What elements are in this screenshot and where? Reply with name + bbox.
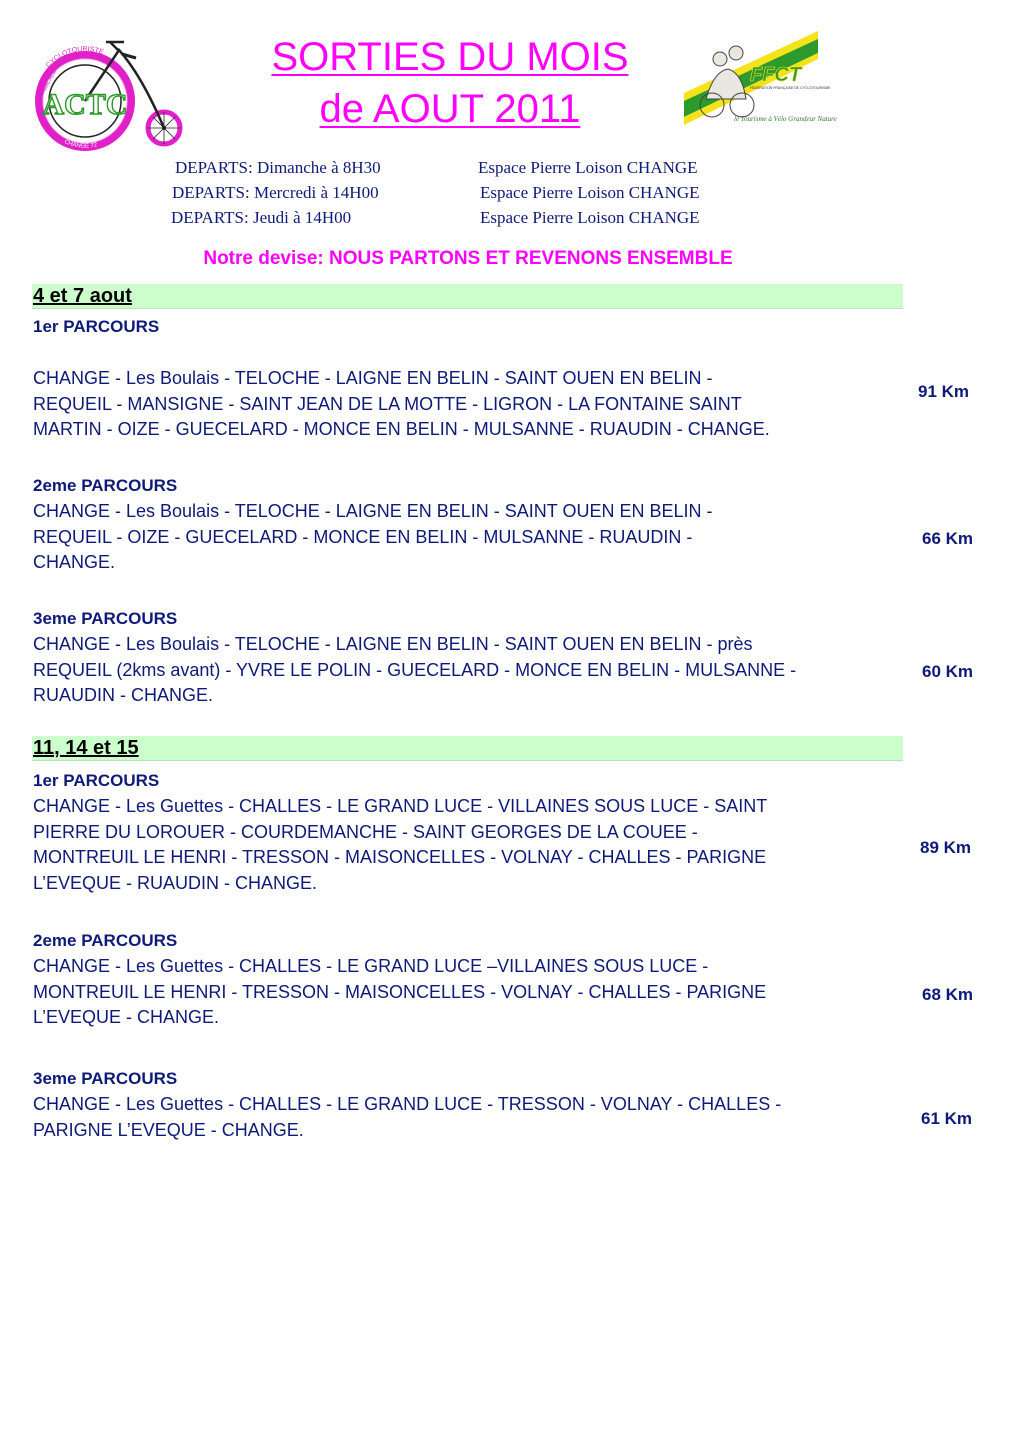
ffct-brand: FFCT [750, 64, 802, 86]
route-description: CHANGE - Les Guettes - CHALLES - LE GRAND LUCE –VILLAINES SOUS LUCE - MONTREUIL LE HENRI - TRESSON - MAISONCELLES - VOLNAY - CHALLES - PARIGNE L’EVEQUE - CHANGE. [33, 956, 767, 1027]
departure-place: Espace Pierre Loison CHANGE [480, 183, 700, 202]
route-label: 2eme PARCOURS [33, 476, 178, 495]
club-logo [24, 36, 186, 154]
route-label: 2eme PARCOURS [33, 931, 178, 950]
departure-day: DEPARTS: Dimanche à 8H30 [175, 158, 381, 177]
departure-day: DEPARTS: Jeudi à 14H00 [171, 208, 352, 227]
route-description: CHANGE - Les Boulais - TELOCHE - LAIGNE EN BELIN - SAINT OUEN EN BELIN - près REQUEIL (2kms avant) - YVRE LE POLIN - GUECELARD - MONCE EN BELIN - MULSANNE - RUAUDIN - CHANGE. [33, 634, 797, 705]
route-distance: 68 Km [922, 985, 974, 1004]
departure-row [160, 182, 800, 204]
route-distance: 60 Km [922, 662, 974, 681]
departure-place: Espace Pierre Loison CHANGE [480, 208, 700, 227]
svg-text:CHANGE 72: CHANGE 72 [63, 139, 98, 150]
ffct-federation-logo-icon [684, 29, 837, 133]
departure-day: DEPARTS: Mercredi à 14H00 [172, 183, 379, 202]
section-heading-band [32, 284, 903, 309]
svg-text:le Tourisme à Vélo Grandeur Na: le Tourisme à Vélo Grandeur Nature [734, 115, 837, 123]
departure-row [160, 207, 800, 229]
departure-place: Espace Pierre Loison CHANGE [478, 158, 698, 177]
club-logo-ring-text: CYCLOTOURISTE [45, 45, 105, 70]
svg-text:FÉDÉRATION FRANÇAISE DE CYCLOT: FÉDÉRATION FRANÇAISE DE CYCLOTOURISME [750, 86, 831, 90]
route-description: CHANGE - Les Boulais - TELOCHE - LAIGNE EN BELIN - SAINT OUEN EN BELIN - REQUEIL - MANSIGNE - SAINT JEAN DE LA MOTTE - LIGRON - LA FONTAINE SAINT MARTIN - OIZE - GUECELARD - MONCE EN BELIN - MULSANNE - RUAUDIN - CHANGE. [33, 368, 770, 439]
page-title-line2: de AOUT 2011 [319, 87, 581, 131]
route-description: CHANGE - Les Guettes - CHALLES - LE GRAND LUCE - TRESSON - VOLNAY - CHALLES - PARIGNE L’EVEQUE - CHANGE. [33, 1094, 782, 1140]
page-title-line1: SORTIES DU MOIS [271, 35, 629, 79]
section-heading-band [32, 736, 903, 761]
route-description: CHANGE - Les Boulais - TELOCHE - LAIGNE EN BELIN - SAINT OUEN EN BELIN - REQUEIL - OIZE - GUECELARD - MONCE EN BELIN - MULSANNE - RUAUDIN - CHANGE. [33, 501, 713, 572]
penny-farthing-club-logo-icon [24, 36, 186, 154]
route-distance: 91 Km [918, 382, 970, 401]
route-label: 3eme PARCOURS [33, 609, 178, 628]
route-label: 1er PARCOURS [33, 771, 160, 790]
club-motto: Notre devise: NOUS PARTONS ET REVENONS ENSEMBLE [203, 248, 733, 269]
route-label: 1er PARCOURS [33, 317, 160, 336]
route-distance: 66 Km [922, 529, 974, 548]
section-heading: 4 et 7 aout [33, 285, 132, 307]
ffct-logo [684, 29, 837, 133]
svg-text:ACTC: ACTC [42, 88, 128, 121]
route-distance: 61 Km [921, 1109, 973, 1128]
departure-row [160, 157, 800, 179]
svg-text:AMICALE: AMICALE [40, 68, 59, 95]
route-distance: 89 Km [920, 838, 972, 857]
route-description: CHANGE - Les Guettes - CHALLES - LE GRAND LUCE - VILLAINES SOUS LUCE - SAINT PIERRE DU LOROUER - COURDEMANCHE - SAINT GEORGES DE LA COUEE - MONTREUIL LE HENRI - TRESSON - MAISONCELLES - VOLNAY - CHALLES - PARIGNE L’EVEQUE - RUAUDIN - CHANGE. [33, 796, 768, 893]
section-heading: 11, 14 et 15 [33, 737, 139, 759]
route-label: 3eme PARCOURS [33, 1069, 178, 1088]
